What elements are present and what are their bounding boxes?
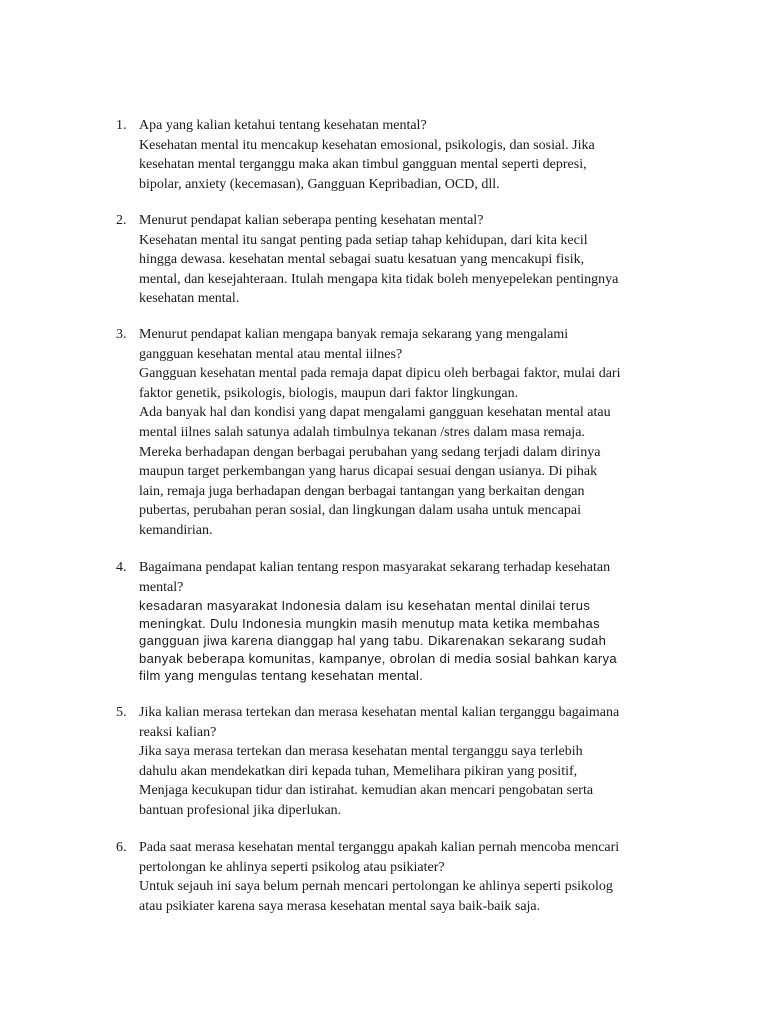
item-number: 1. (116, 118, 127, 133)
answer-text (139, 742, 679, 820)
answer-line: mental iilnes salah satunya adalah timbulnya tekanan /stres dalam masa remaja. (139, 424, 585, 440)
answer-line: Untuk sejauh ini saya belum pernah mencari pertolongan ke ahlinya seperti psikolog (139, 879, 613, 895)
question-line: Pada saat merasa kesehatan mental terganggu apakah kalian pernah mencoba mencari (139, 840, 620, 855)
answer-line: Ada banyak hal dan kondisi yang dapat mengalami gangguan kesehatan mental atau (139, 405, 611, 421)
answer-line: hingga dewasa. kesehatan mental sebagai suatu kesatuan yang mencakupi fisik, (139, 252, 585, 268)
answer-line: meningkat. Dulu Indonesia mungkin masih menutup mata ketika membahas (139, 615, 600, 631)
item-number: 6. (116, 840, 127, 855)
answer-line: dahulu akan mendekatkan diri kepada tuhan, Memelihara pikiran yang positif, (139, 763, 578, 779)
question-text (139, 116, 679, 136)
answer-line: atau psikiater karena saya merasa kesehatan mental saya baik-baik saja. (139, 898, 541, 914)
question-line: gangguan kesehatan mental atau mental iilnes? (139, 346, 403, 362)
answer-text (139, 364, 679, 540)
question-text (139, 211, 679, 231)
answer-text (139, 136, 679, 195)
answer-text (139, 231, 679, 309)
answer-line: Jika saya merasa tertekan dan merasa kesehatan mental terganggu saya terlebih (139, 744, 583, 760)
answer-line: lain, remaja juga berhadapan dengan berbagai tantangan yang berkaitan dengan (139, 483, 585, 499)
question-line: reaksi kalian? (139, 724, 217, 740)
question-text (139, 838, 679, 877)
answer-line: gangguan jiwa karena dianggap hal yang tabu. Dikarenakan sekarang sudah (139, 633, 607, 648)
item-number: 4. (116, 560, 127, 575)
answer-text (139, 877, 679, 916)
answer-line: bantuan profesional jika diperlukan. (139, 802, 342, 818)
question-line: Menurut pendapat kalian seberapa penting kesehatan mental? (139, 213, 484, 228)
answer-line: bipolar, anxiety (kecemasan), Gangguan Kepribadian, OCD, dll. (139, 176, 500, 192)
answer-line: kesehatan mental terganggu maka akan timbul gangguan mental seperti depresi, (139, 157, 587, 173)
answer-line: kesadaran masyarakat Indonesia dalam isu kesehatan mental dinilai terus (139, 598, 591, 613)
answer-line: Gangguan kesehatan mental pada remaja dapat dipicu oleh berbagai faktor, mulai dari (139, 366, 621, 382)
answer-line: Kesehatan mental itu sangat penting pada setiap tahap kehidupan, dari kita kecil (139, 232, 588, 248)
item-number: 2. (116, 213, 127, 228)
answer-line: pubertas, perubahan peran sosial, dan lingkungan dalam usaha untuk mencapai (139, 503, 582, 519)
question-line: Bagaimana pendapat kalian tentang respon masyarakat sekarang terhadap kesehatan (139, 560, 611, 575)
answer-line: mental, dan kesejahteraan. Itulah mengapa kita tidak boleh menyepelekan pentingnya (139, 271, 619, 287)
answer-line: Menjaga kecukupan tidur dan istirahat. kemudian akan mencari pengobatan serta (139, 783, 594, 799)
question-text (139, 558, 679, 597)
question-line: Jika kalian merasa tertekan dan merasa kesehatan mental kalian terganggu bagaimana (139, 705, 620, 720)
answer-text (139, 597, 679, 685)
question-line: mental? (139, 579, 184, 595)
question-line: pertolongan ke ahlinya seperti psikolog atau psikiater? (139, 859, 445, 875)
answer-line: kemandirian. (139, 522, 213, 538)
item-number: 5. (116, 705, 127, 720)
answer-line: maupun target perkembangan yang harus dicapai sesuai dengan usianya. Di pihak (139, 464, 598, 480)
answer-line: Kesehatan mental itu mencakup kesehatan emosional, psikologis, dan sosial. Jika (139, 137, 595, 153)
answer-line: film yang mengulas tentang kesehatan mental. (139, 668, 424, 683)
question-line: Menurut pendapat kalian mengapa banyak remaja sekarang yang mengalami (139, 327, 569, 342)
item-number: 3. (116, 327, 127, 342)
answer-line: banyak beberapa komunitas, kampanye, obrolan di media sosial bahkan karya (139, 650, 617, 666)
answer-line: Mereka berhadapan dengan berbagai perubahan yang sedang terjadi dalam dirinya (139, 444, 601, 460)
question-text (139, 325, 679, 364)
question-line: Apa yang kalian ketahui tentang kesehatan mental? (139, 118, 427, 133)
answer-line: kesehatan mental. (139, 291, 240, 307)
answer-line: faktor genetik, psikologis, biologis, maupun dari faktor lingkungan. (139, 385, 519, 401)
question-text (139, 703, 679, 742)
